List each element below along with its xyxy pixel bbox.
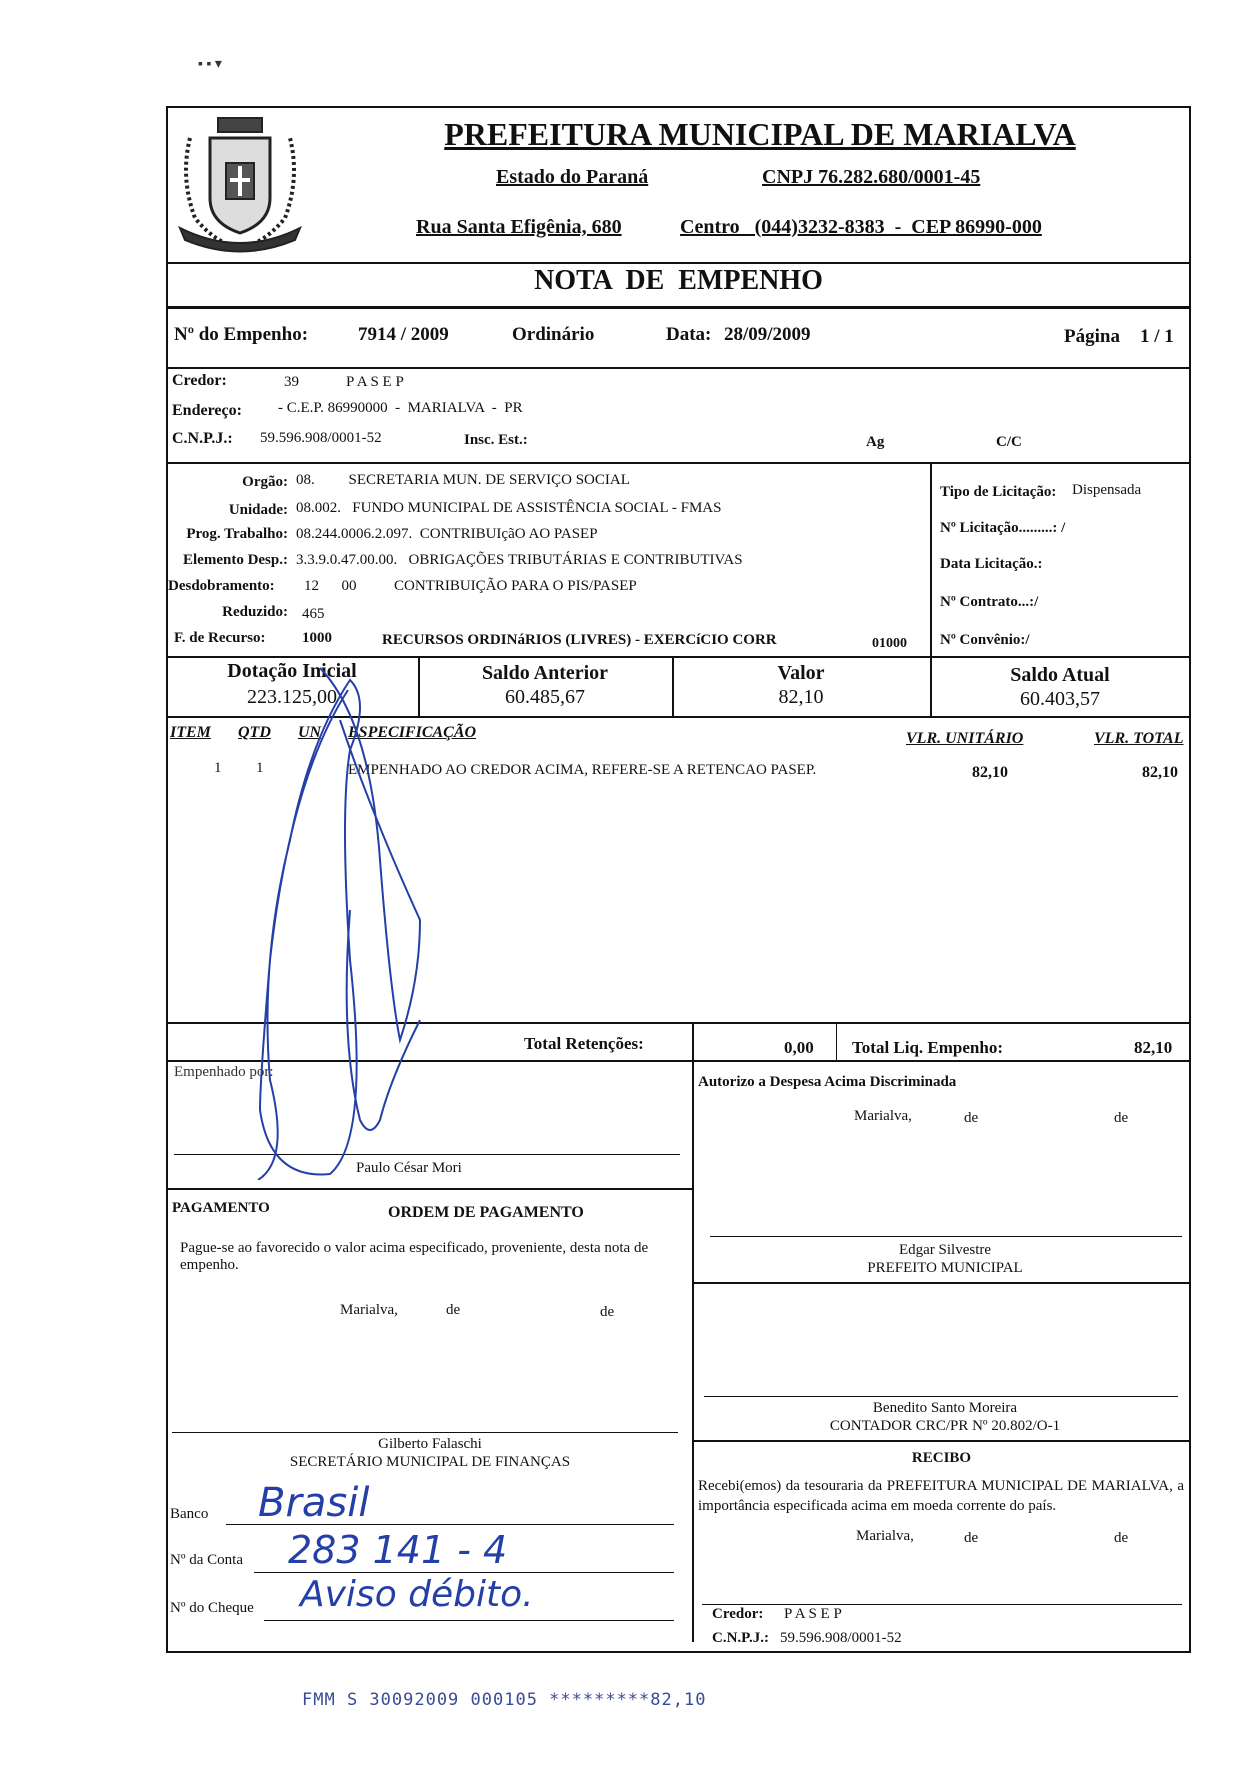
contrato-label: Nº Contrato...:/ bbox=[940, 594, 1039, 610]
credor-cnpj: 59.596.908/0001-52 bbox=[260, 430, 382, 446]
credor-label: Credor: bbox=[172, 372, 227, 389]
saldo-atual-label: Saldo Atual bbox=[1010, 664, 1110, 686]
autorizo-place: Marialva, bbox=[854, 1108, 912, 1124]
conta-label: Nº da Conta bbox=[170, 1552, 243, 1568]
conta-handwritten: 283 141 - 4 bbox=[288, 1528, 508, 1572]
page-number: 1 / 1 bbox=[1140, 326, 1174, 347]
header-cnpj: CNPJ 76.282.680/0001-45 bbox=[762, 166, 981, 188]
ag-label: Ag bbox=[866, 434, 885, 450]
col-total: VLR. TOTAL bbox=[1094, 730, 1184, 747]
prog-value: 08.244.0006.2.097. CONTRIBUIçãO AO PASEP bbox=[296, 526, 598, 542]
prefeito-title: PREFEITO MUNICIPAL bbox=[867, 1260, 1023, 1276]
header-contact: Centro (044)3232-8383 - CEP 86990-000 bbox=[680, 216, 1042, 238]
credor-cnpj-label: C.N.P.J.: bbox=[172, 430, 233, 447]
valor-label: Valor bbox=[777, 662, 825, 684]
saldo-anterior-value: 60.485,67 bbox=[505, 686, 585, 708]
page-title: PREFEITURA MUNICIPAL DE MARIALVA bbox=[444, 116, 1076, 152]
recurso-label: F. de Recurso: bbox=[174, 630, 266, 646]
recibo-de-1: de bbox=[964, 1530, 979, 1546]
unidade-value: 08.002. FUNDO MUNICIPAL DE ASSISTÊNCIA SOCIAL - FMAS bbox=[296, 500, 722, 516]
licitacao-tipo: Dispensada bbox=[1072, 482, 1142, 498]
col-qtd: QTD bbox=[238, 724, 271, 741]
document-title: NOTA DE EMPENHO bbox=[534, 265, 823, 296]
recibo-de-2: de bbox=[1114, 1530, 1129, 1546]
recurso-code: 1000 bbox=[302, 630, 332, 646]
convenio-label: Nº Convênio:/ bbox=[940, 632, 1030, 648]
contador-title: CONTADOR CRC/PR Nº 20.802/O-1 bbox=[829, 1418, 1061, 1434]
pagamento-label: PAGAMENTO bbox=[172, 1200, 270, 1216]
dotacao-value: 223.125,00 bbox=[247, 686, 337, 708]
address-label: Endereço: bbox=[172, 402, 242, 419]
valor-value: 82,10 bbox=[778, 686, 824, 708]
credor-name: P A S E P bbox=[346, 374, 404, 390]
empenhado-label: Empenhado por: bbox=[174, 1064, 274, 1080]
recibo-place: Marialva, bbox=[856, 1528, 914, 1544]
prog-label: Prog. Trabalho: bbox=[186, 526, 288, 542]
machine-stamp: FMM S 30092009 000105 *********82,10 bbox=[302, 1690, 707, 1710]
autorizo-de-2: de bbox=[1114, 1110, 1129, 1126]
pagamento-place: Marialva, bbox=[340, 1302, 398, 1318]
recurso-num: 01000 bbox=[872, 636, 907, 651]
recibo-cnpj-label: C.N.P.J.: bbox=[712, 1630, 769, 1646]
cheque-handwritten: Aviso débito. bbox=[300, 1574, 534, 1615]
empenho-date-label: Data: bbox=[666, 324, 712, 345]
dotacao-label: Dotação Inicial bbox=[227, 660, 357, 682]
licitacao-data: Data Licitação.: bbox=[940, 556, 1043, 572]
credor-address: - C.E.P. 86990000 - MARIALVA - PR bbox=[278, 400, 523, 416]
secretario-title: SECRETÁRIO MUNICIPAL DE FINANÇAS bbox=[289, 1454, 571, 1470]
empenho-number: 7914 / 2009 bbox=[358, 324, 449, 345]
cheque-label: Nº do Cheque bbox=[170, 1600, 254, 1616]
contador-name: Benedito Santo Moreira bbox=[872, 1400, 1018, 1416]
pagamento-de-2: de bbox=[600, 1304, 615, 1320]
autorizo-de-1: de bbox=[964, 1110, 979, 1126]
saldo-atual-value: 60.403,57 bbox=[1020, 688, 1100, 710]
coat-of-arms-logo bbox=[170, 108, 310, 256]
row-item: 1 bbox=[214, 760, 222, 776]
recibo-text: Recebi(emos) da tesouraria da PREFEITURA MUNICIPAL DE MARIALVA, a importância especificada acima em moeda corrente do país. bbox=[698, 1478, 1184, 1514]
banco-label: Banco bbox=[170, 1506, 209, 1522]
col-unit: VLR. UNITÁRIO bbox=[906, 730, 1024, 747]
ordem-pagamento-label: ORDEM DE PAGAMENTO bbox=[388, 1204, 584, 1221]
recibo-cnpj: 59.596.908/0001-52 bbox=[780, 1630, 902, 1646]
licitacao-num: Nº Licitação.........: / bbox=[940, 520, 1066, 536]
row-qtd: 1 bbox=[256, 760, 264, 776]
header-street: Rua Santa Efigênia, 680 bbox=[416, 216, 622, 238]
empenhado-name: Paulo César Mori bbox=[356, 1160, 462, 1176]
elemento-label: Elemento Desp.: bbox=[183, 552, 288, 568]
recibo-credor: P A S E P bbox=[784, 1606, 842, 1622]
recurso-desc: RECURSOS ORDINáRIOS (LIVRES) - EXERCíCIO CORR bbox=[382, 632, 777, 648]
scan-marks: ▪ ▪ ▾ bbox=[198, 57, 222, 72]
recibo-credor-label: Credor: bbox=[712, 1606, 764, 1622]
autorizo-label: Autorizo a Despesa Acima Discriminada bbox=[698, 1074, 957, 1090]
cc-label: C/C bbox=[996, 434, 1022, 450]
pague-text: Pague-se ao favorecido o valor acima especificado, proveniente, desta nota de empenho. bbox=[180, 1240, 649, 1273]
col-item: ITEM bbox=[170, 724, 211, 741]
row-espec: EMPENHADO AO CREDOR ACIMA, REFERE-SE A RETENCAO PASEP. bbox=[348, 762, 817, 778]
elemento-value: 3.3.9.0.47.00.00. OBRIGAÇÕES TRIBUTÁRIAS E CONTRIBUTIVAS bbox=[296, 552, 743, 568]
pagamento-de-1: de bbox=[446, 1302, 461, 1318]
empenho-type: Ordinário bbox=[512, 324, 595, 345]
desdob-value: 12 00 CONTRIBUIÇÃO PARA O PIS/PASEP bbox=[304, 578, 637, 594]
total-liq-value: 82,10 bbox=[1134, 1038, 1173, 1057]
total-retencoes-label: Total Retenções: bbox=[524, 1034, 644, 1053]
total-retencoes-value: 0,00 bbox=[784, 1038, 814, 1057]
col-espec: ESPECIFICAÇÃO bbox=[348, 724, 477, 741]
orgao-label: Orgão: bbox=[242, 474, 288, 490]
banco-handwritten: Brasil bbox=[258, 1480, 370, 1526]
orgao-value: 08. SECRETARIA MUN. DE SERVIÇO SOCIAL bbox=[296, 472, 630, 488]
reduzido-label: Reduzido: bbox=[222, 604, 288, 620]
col-un: UN bbox=[298, 724, 322, 741]
row-unit: 82,10 bbox=[972, 764, 1008, 781]
saldo-anterior-label: Saldo Anterior bbox=[481, 662, 609, 684]
row-total: 82,10 bbox=[1142, 764, 1178, 781]
total-liq-label: Total Liq. Empenho: bbox=[852, 1038, 1003, 1057]
credor-code: 39 bbox=[284, 374, 299, 390]
licitacao-tipo-label: Tipo de Licitação: bbox=[940, 484, 1057, 500]
handwritten-signature bbox=[230, 660, 450, 1180]
empenho-date: 28/09/2009 bbox=[724, 324, 811, 345]
unidade-label: Unidade: bbox=[228, 502, 288, 518]
page-label: Página bbox=[1064, 326, 1120, 347]
state-name: Estado do Paraná bbox=[496, 166, 649, 188]
reduzido-value: 465 bbox=[302, 606, 325, 622]
desdob-label: Desdobramento: bbox=[168, 578, 275, 594]
recibo-label: RECIBO bbox=[911, 1450, 972, 1466]
secretario-name: Gilberto Falaschi bbox=[378, 1436, 482, 1452]
prefeito-name: Edgar Silvestre bbox=[898, 1242, 992, 1258]
insc-est-label: Insc. Est.: bbox=[464, 432, 528, 448]
empenho-number-label: Nº do Empenho: bbox=[174, 324, 309, 345]
